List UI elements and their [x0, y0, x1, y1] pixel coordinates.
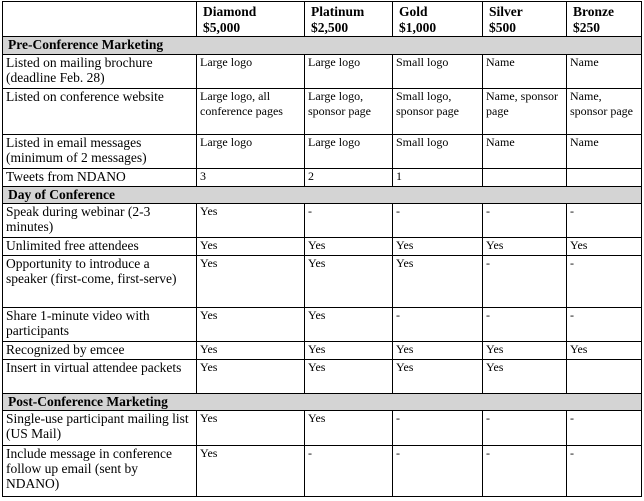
value-diamond: Yes — [197, 360, 305, 394]
level-price: $250 — [573, 20, 600, 35]
section-title: Day of Conference — [3, 187, 642, 204]
value-silver: - — [483, 256, 567, 308]
level-name: Silver — [489, 4, 523, 19]
value-bronze: - — [567, 308, 642, 342]
value-bronze: Name, sponsor page — [567, 89, 642, 135]
value-diamond: Large logo, all conference pages — [197, 89, 305, 135]
value-platinum: Large logo — [305, 135, 393, 169]
value-gold: Small logo — [393, 135, 483, 169]
section-header-row — [3, 37, 642, 55]
value-platinum: Yes — [305, 308, 393, 342]
value-gold: Yes — [393, 256, 483, 308]
value-diamond: Yes — [197, 446, 305, 497]
benefit-label: Tweets from NDANO — [3, 169, 197, 187]
value-platinum: Yes — [305, 256, 393, 308]
value-gold: - — [393, 204, 483, 238]
value-gold: - — [393, 411, 483, 446]
benefit-label: Insert in virtual attendee packets — [3, 360, 197, 394]
header-blank-cell — [3, 2, 197, 37]
value-bronze: Yes — [567, 342, 642, 360]
value-silver — [483, 169, 567, 187]
value-platinum: Yes — [305, 342, 393, 360]
benefit-label: Share 1-minute video with participants — [3, 308, 197, 342]
header-diamond — [197, 2, 305, 37]
table-row — [3, 169, 642, 187]
sponsorship-levels-table — [2, 1, 642, 497]
value-platinum: Yes — [305, 238, 393, 256]
value-platinum: Large logo — [305, 55, 393, 89]
value-gold: Yes — [393, 360, 483, 394]
level-price: $1,000 — [399, 20, 437, 35]
value-diamond: 3 — [197, 169, 305, 187]
table-row — [3, 308, 642, 342]
value-gold: 1 — [393, 169, 483, 187]
value-diamond: Yes — [197, 411, 305, 446]
value-silver: - — [483, 308, 567, 342]
benefit-label: Listed on conference website — [3, 89, 197, 135]
value-platinum: Yes — [305, 360, 393, 394]
level-price: $500 — [489, 20, 516, 35]
section-title: Post-Conference Marketing — [3, 394, 642, 411]
value-gold: Yes — [393, 238, 483, 256]
value-gold: - — [393, 446, 483, 497]
value-gold: - — [393, 308, 483, 342]
value-silver: Name — [483, 55, 567, 89]
value-platinum: - — [305, 204, 393, 238]
value-bronze — [567, 360, 642, 394]
benefit-label: Listed in email messages (minimum of 2 messages) — [3, 135, 197, 169]
value-diamond: Yes — [197, 238, 305, 256]
value-silver: - — [483, 204, 567, 238]
value-diamond: Yes — [197, 308, 305, 342]
value-gold: Small logo — [393, 55, 483, 89]
value-gold: Yes — [393, 342, 483, 360]
table-row — [3, 446, 642, 497]
table-row — [3, 256, 642, 308]
value-diamond: Yes — [197, 256, 305, 308]
value-diamond: Large logo — [197, 135, 305, 169]
header-platinum — [305, 2, 393, 37]
value-diamond: Yes — [197, 204, 305, 238]
table-row — [3, 342, 642, 360]
benefit-label: Unlimited free attendees — [3, 238, 197, 256]
level-price: $5,000 — [203, 20, 241, 35]
header-row — [3, 2, 642, 37]
section-header-row — [3, 394, 642, 411]
table-row — [3, 135, 642, 169]
level-price: $2,500 — [311, 20, 349, 35]
section-header-row — [3, 187, 642, 204]
value-silver: Name — [483, 135, 567, 169]
value-bronze — [567, 169, 642, 187]
value-platinum: 2 — [305, 169, 393, 187]
value-bronze: - — [567, 411, 642, 446]
table-row — [3, 238, 642, 256]
benefit-label: Speak during webinar (2-3 minutes) — [3, 204, 197, 238]
benefit-label: Listed on mailing brochure (deadline Feb. 28) — [3, 55, 197, 89]
value-silver: - — [483, 446, 567, 497]
table-row — [3, 204, 642, 238]
value-bronze: Name — [567, 55, 642, 89]
table-row — [3, 411, 642, 446]
value-bronze: - — [567, 446, 642, 497]
value-diamond: Large logo — [197, 55, 305, 89]
value-platinum: Large logo, sponsor page — [305, 89, 393, 135]
value-bronze: - — [567, 204, 642, 238]
value-silver: Yes — [483, 360, 567, 394]
header-gold — [393, 2, 483, 37]
value-bronze: Yes — [567, 238, 642, 256]
value-silver: Name, sponsor page — [483, 89, 567, 135]
value-bronze: Name — [567, 135, 642, 169]
level-name: Diamond — [203, 4, 257, 19]
benefit-label: Recognized by emcee — [3, 342, 197, 360]
benefit-label: Include message in conference follow up email (sent by NDANO) — [3, 446, 197, 497]
level-name: Platinum — [311, 4, 365, 19]
table-row — [3, 55, 642, 89]
value-platinum: Yes — [305, 411, 393, 446]
value-silver: Yes — [483, 238, 567, 256]
value-silver: Yes — [483, 342, 567, 360]
value-platinum: - — [305, 446, 393, 497]
section-title: Pre-Conference Marketing — [3, 37, 642, 55]
header-silver — [483, 2, 567, 37]
level-name: Bronze — [573, 4, 614, 19]
level-name: Gold — [399, 4, 428, 19]
table-row — [3, 89, 642, 135]
benefit-label: Single-use participant mailing list (US Mail) — [3, 411, 197, 446]
value-gold: Small logo, sponsor page — [393, 89, 483, 135]
value-diamond: Yes — [197, 342, 305, 360]
header-bronze — [567, 2, 642, 37]
table-row — [3, 360, 642, 394]
value-silver: - — [483, 411, 567, 446]
benefit-label: Opportunity to introduce a speaker (first-come, first-serve) — [3, 256, 197, 308]
value-bronze: - — [567, 256, 642, 308]
